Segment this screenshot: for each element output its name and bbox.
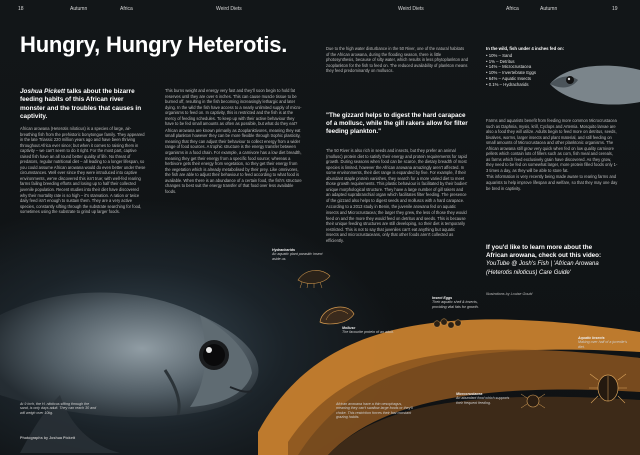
- author-name: Joshua Pickett: [20, 88, 66, 95]
- region-label-right: Africa: [506, 6, 519, 12]
- annotation-text: The favourite protein of an adult.: [342, 330, 394, 335]
- diet-item: • 0.1% – Hydracharids: [486, 81, 529, 87]
- season-label-right: Autumn: [540, 6, 558, 12]
- body-column-3-top: [326, 46, 468, 75]
- video-link[interactable]: YouTube @ Josh's Fish | 'African Arowana (Heterotis niloticus) Care Guide': [486, 261, 599, 276]
- page-number-left: 18: [18, 6, 24, 12]
- diet-item: • 14% – Microcrustacea: [486, 64, 532, 70]
- diet-breakdown-box: [486, 46, 581, 88]
- body-column-4: [486, 118, 618, 192]
- body-paragraph: The 50 River is also rich in seeds and insects, but they prefer an animal (mollusc) protein diet to satisfy their energy and protein requirements for rapid growth. During seasons when food can be scarce, the dietary breadth of most species is limited, however the African arowana amazingly aren't affected. In some environments, their diet range is expanded by five. For example, if their abundant staple protein vanishes, they search for a more varied diet to meet those growth requirements. This plastic behaviour is facilitated by their bodies' unique morphological structure. They have a large number of gill rakers and an adapted suprabranchial organ which facilitates filter feeding. The presence of the gizzard also helps to digest seeds and molluscs with a hard carapace.: [326, 148, 468, 203]
- standfirst-text: talks about the bizarre feeding habits of this African river monster and the troubles that causes in captivity.: [20, 88, 142, 121]
- body-paragraph: This information is very recently being made aware to rearing farms and aquarists to help improve lifespan and welfare, so that they may one day be bred in captivity.: [486, 174, 618, 191]
- diet-box-title: In the wild, fish under 4 inches fed on:: [486, 46, 565, 51]
- annotation-text: Their aquatic shell & insects, providing vital fats for growth.: [432, 300, 479, 309]
- mite-icon: [520, 390, 546, 412]
- annotation-text: Making over half of a juvenile's diet.: [578, 340, 628, 349]
- annotation-text: An aquatic plant parasitic insect aside us.: [272, 252, 323, 261]
- annotation-hydracharids: [272, 248, 332, 261]
- body-paragraph: According to a 2013 study in Benin, the juvenile arowana fed on aquatic insects and Microcrustacea; the larger they grew, the less of those they would feed on and the more they would feed on detritus and seeds. This is because their unique feeding structures are still developing, so their diet is temporarily restricted. This is not to say that juveniles can't eat anything but aquatic insects and microcrustaceans, only that other foods aren't collected as efficiently.: [326, 204, 467, 243]
- annotation-aquatic-insects: [578, 336, 632, 349]
- annotation-text: An abundant food which supports their frequent feeding.: [456, 396, 510, 405]
- pull-quote: "The gizzard helps to digest the hard carapace of a mollusc, while the gill rakers allow for filter feeding plankton.": [326, 112, 468, 136]
- page-title: Hungry, Hungry Heterotis.: [20, 32, 288, 57]
- video-callout-heading: If you'd like to learn more about the African arowana, check out this video:: [486, 244, 602, 260]
- page-number-right: 19: [612, 6, 618, 12]
- annotation-insect-eggs: [432, 296, 490, 309]
- egg-cluster-icon: [432, 316, 462, 332]
- section-label-right: Weird Diets: [398, 6, 424, 12]
- gizzard-caption: African arowana have a thin oesophagus, meaning they can't swallow large foods or they'll choke. This restriction forces their fast constant grazing habits.: [336, 402, 413, 420]
- annotation-title: Hydracharids: [272, 248, 295, 252]
- annotation-title: Insect Eggs: [432, 296, 453, 300]
- video-callout: [486, 244, 610, 277]
- region-label-left: Africa: [120, 6, 133, 12]
- body-column-1: [20, 126, 146, 216]
- annotation-title: Mollusc: [342, 326, 356, 330]
- diet-item: • 10% – Invertebrate Eggs: [486, 70, 536, 76]
- section-label-left: Weird Diets: [216, 6, 242, 12]
- shrimp-icon: [296, 266, 332, 288]
- photo-caption: At 9 inch, the H. niloticus sifting through the sand, is only days adult. They can reach 30 and will weigh over 10kg.: [20, 402, 97, 415]
- body-paragraph: African arowana (Heterotis niloticus) is a species of large, air-breathing fish from the prehistoric bonytongue family. They appeared in the late Triassic 220 million years ago and have been thriving throughout Africa ever since; but when it comes to raising them in captivity – we can't seem to do it right. For the most part, captive raised fish have an all round better quality of life. No threat of predators, regular nutritional diet – all leading to a longer lifespan, so you could assume African arowana would do even better under these circumstances. Well ever since they were introduced into captive environments, we've discovered this isn't true; with well-fed rearing farms failing breeding efforts and losing up to half their collected juvenile population. Recent studies into their diet have discovered why their mortality rate is so high – it's starvation. A ration or twice daily feed isn't enough to sustain them. They are a very active species, constantly sifting through the substrate searching for food, sometimes using the substrate to grind up larger foods.: [20, 126, 146, 215]
- illustrations-credit: Illustrations by Louise Gould: [486, 292, 533, 296]
- body-paragraph: Due to the high water disturbance in the 50 River, one of the natural habitats of the African arowana, during the flooding season, there is little photosynthesis, because of silty water, which results in less phytoplankton and zooplankton for the fish to feed on. The reduced availability of plankton means they feed predominantly on molluscs.: [326, 46, 468, 74]
- annotation-title: Aquatic Insects: [578, 336, 605, 340]
- diet-item: • 1% – Detritus: [486, 58, 515, 64]
- annotation-title: Microcrustacea: [456, 392, 483, 396]
- body-column-3-bottom: [326, 148, 468, 244]
- body-column-2: [165, 88, 303, 195]
- standfirst: [20, 88, 145, 122]
- diet-item: • 10% – Sand: [486, 52, 513, 58]
- body-paragraph: Farms and aquarists benefit from feeding more common Microcrustacea such as Daphnia, mysis, krill, Cyclops and Artemia. Mosquito larvae are also a food they will utilize. Adults begin to feed more on detritus, seeds, bivalves, worms, larger insects and plant material, and still feeding on small amounts of Microcrustacea and other planktonic organisms. The African arowana still grow very quick when fed on low quality carnivore pellets which contain lots of fillers such as corn, fish meal and cereals, as farms which feed exclusively grain have discovered. As they grow, they need to be fed on somewhat larger, more protein filled foods only 1-3 times a day, as they will be able to store fat.: [486, 118, 618, 173]
- mollusc-icon: [318, 300, 356, 326]
- running-header: [0, 6, 640, 18]
- beetle-icon: [588, 370, 628, 406]
- diet-item: • 64% – Aquatic Insects: [486, 75, 531, 81]
- season-label-left: Autumn: [70, 6, 88, 12]
- annotation-microcrustacea: [456, 392, 512, 405]
- annotation-mollusc: [342, 326, 396, 335]
- body-paragraph: This burns weight and energy very fast and they'll soon begin to hold fat reserves until they are over 6 inches. This can cause muscle tissue to be burned off, resulting in the fish becoming increasingly lethargic and later dying. In the wild the fish have access to a nearly unlimited supply of micro-organisms to feed on. In captivity, this is restricted and the fish is at the mercy of feeding schedules. To keep up with their active behaviour they have to be fed small amounts as often as possible, but what do they eat?: [165, 88, 302, 127]
- photo-credit: Photographs by Joshua Pickett: [20, 436, 76, 440]
- body-paragraph: African arowana are known primarily as Zooplanktivores, meaning they eat small plankton however they can be more flexible through trophic plasticity, meaning that they can adjust their behaviour to collect energy from a wider range of food sources. A trophic structure is the energy transfer between organisms in a food chain. For example, a carnivore has a low diet breadth, meaning they get their energy from a specific food source; whereas a herbivore gets their energy from vegetation, so they get their energy from the vegetation which is already metabolised by their prey. Like omnivores, the fish are able to adjust their behaviour to feed according to what food is available. When there is an abundance of a certain food, the fish's structure changes to best suit the energy transfer of that food over less available foods.: [165, 127, 302, 194]
